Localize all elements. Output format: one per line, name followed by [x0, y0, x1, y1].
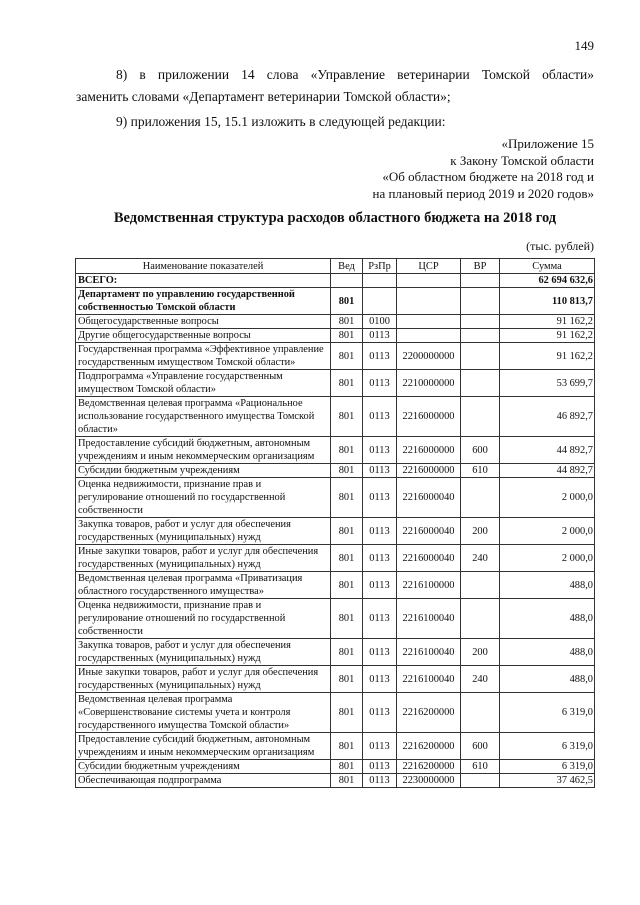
table-row [76, 370, 595, 397]
table-row [76, 666, 595, 693]
cell-ved: 801 [331, 545, 363, 572]
cell-csr: 2216000040 [397, 478, 461, 518]
cell-name: Субсидии бюджетным учреждениям [76, 464, 331, 478]
cell-vr: 610 [461, 760, 500, 774]
cell-vr [461, 572, 500, 599]
cell-vr [461, 329, 500, 343]
cell-vr: 600 [461, 733, 500, 760]
header-vr: ВР [461, 259, 500, 274]
cell-name: Ведомственная целевая программа «Рациональное использование государственного имущества Томской области» [76, 397, 331, 437]
cell-csr: 2200000000 [397, 343, 461, 370]
cell-rzpr: 0113 [363, 693, 397, 733]
cell-vr [461, 315, 500, 329]
cell-ved: 801 [331, 329, 363, 343]
cell-ved: 801 [331, 572, 363, 599]
cell-rzpr: 0113 [363, 760, 397, 774]
cell-ved: 801 [331, 693, 363, 733]
cell-csr [397, 288, 461, 315]
cell-sum: 488,0 [500, 639, 595, 666]
cell-name: Ведомственная целевая программа «Совершенствование системы учета и контроля государственного имущества Томской области» [76, 693, 331, 733]
table-row [76, 329, 595, 343]
cell-sum: 91 162,2 [500, 329, 595, 343]
table-row [76, 774, 595, 788]
cell-rzpr: 0113 [363, 343, 397, 370]
cell-name: Обеспечивающая подпрограмма [76, 774, 331, 788]
table-row [76, 437, 595, 464]
cell-csr: 2216100040 [397, 666, 461, 693]
cell-name: Подпрограмма «Управление государственным имуществом Томской области» [76, 370, 331, 397]
cell-sum: 53 699,7 [500, 370, 595, 397]
cell-vr: 610 [461, 464, 500, 478]
cell-rzpr: 0113 [363, 733, 397, 760]
cell-sum: 110 813,7 [500, 288, 595, 315]
cell-csr: 2216200000 [397, 760, 461, 774]
cell-rzpr: 0113 [363, 599, 397, 639]
cell-rzpr: 0113 [363, 464, 397, 478]
cell-sum: 6 319,0 [500, 760, 595, 774]
cell-vr [461, 693, 500, 733]
cell-rzpr: 0113 [363, 370, 397, 397]
header-ved: Вед [331, 259, 363, 274]
cell-sum: 488,0 [500, 599, 595, 639]
table-row [76, 545, 595, 572]
cell-ved: 801 [331, 464, 363, 478]
cell-csr [397, 329, 461, 343]
cell-csr: 2216100040 [397, 639, 461, 666]
cell-vr [461, 343, 500, 370]
cell-csr: 2216000000 [397, 437, 461, 464]
cell-sum: 2 000,0 [500, 478, 595, 518]
table-row [76, 572, 595, 599]
appendix-header [373, 136, 595, 202]
cell-csr: 2210000000 [397, 370, 461, 397]
cell-csr: 2216200000 [397, 733, 461, 760]
cell-name: Оценка недвижимости, признание прав и регулирование отношений по государственной собственности [76, 478, 331, 518]
cell-sum: 6 319,0 [500, 733, 595, 760]
cell-name: Оценка недвижимости, признание прав и регулирование отношений по государственной собственности [76, 599, 331, 639]
header-sum: Сумма [500, 259, 595, 274]
cell-name: Иные закупки товаров, работ и услуг для обеспечения государственных (муниципальных) нужд [76, 545, 331, 572]
cell-sum: 91 162,2 [500, 315, 595, 329]
cell-ved: 801 [331, 478, 363, 518]
cell-name: Другие общегосударственные вопросы [76, 329, 331, 343]
cell-sum: 46 892,7 [500, 397, 595, 437]
cell-csr: 2216000040 [397, 545, 461, 572]
cell-name: Департамент по управлению государственной собственностью Томской области [76, 288, 331, 315]
cell-sum: 37 462,5 [500, 774, 595, 788]
cell-vr [461, 599, 500, 639]
cell-name: Закупка товаров, работ и услуг для обеспечения государственных (муниципальных) нужд [76, 639, 331, 666]
page-number: 149 [574, 38, 594, 53]
cell-csr: 2216100000 [397, 572, 461, 599]
table-row [76, 760, 595, 774]
table-row [76, 639, 595, 666]
cell-rzpr: 0113 [363, 666, 397, 693]
cell-vr [461, 774, 500, 788]
cell-ved: 801 [331, 666, 363, 693]
cell-rzpr: 0113 [363, 774, 397, 788]
table-row [76, 599, 595, 639]
cell-vr [461, 478, 500, 518]
cell-rzpr: 0113 [363, 545, 397, 572]
cell-vr [461, 370, 500, 397]
table-title: Ведомственная структура расходов областного бюджета на 2018 год [113, 210, 557, 226]
cell-rzpr: 0113 [363, 518, 397, 545]
cell-name: Субсидии бюджетным учреждениям [76, 760, 331, 774]
cell-rzpr: 0113 [363, 329, 397, 343]
cell-sum: 488,0 [500, 666, 595, 693]
cell-name: Предоставление субсидий бюджетным, автономным учреждениям и иным некоммерческим организациям [76, 733, 331, 760]
cell-name: ВСЕГО: [76, 274, 331, 288]
table-row [76, 288, 595, 315]
table-row [76, 733, 595, 760]
cell-sum: 91 162,2 [500, 343, 595, 370]
cell-vr: 240 [461, 666, 500, 693]
cell-name: Иные закупки товаров, работ и услуг для обеспечения государственных (муниципальных) нужд [76, 666, 331, 693]
appendix-line: «Приложение 15 [501, 136, 594, 151]
cell-ved: 801 [331, 288, 363, 315]
appendix-line: «Об областном бюджете на 2018 год и [382, 169, 594, 184]
cell-csr [397, 315, 461, 329]
cell-rzpr: 0113 [363, 572, 397, 599]
cell-name: Закупка товаров, работ и услуг для обеспечения государственных (муниципальных) нужд [76, 518, 331, 545]
cell-ved: 801 [331, 437, 363, 464]
cell-ved: 801 [331, 599, 363, 639]
cell-rzpr: 0113 [363, 639, 397, 666]
paragraph-item-8: 8) в приложении 14 слова «Управление ветеринарии Томской области» [116, 67, 594, 82]
table-row [76, 478, 595, 518]
cell-sum: 2 000,0 [500, 545, 595, 572]
cell-ved: 801 [331, 315, 363, 329]
cell-csr: 2216000000 [397, 464, 461, 478]
cell-csr [397, 274, 461, 288]
cell-csr: 2216000000 [397, 397, 461, 437]
cell-vr [461, 397, 500, 437]
appendix-line: к Закону Томской области [450, 152, 594, 168]
cell-ved: 801 [331, 733, 363, 760]
cell-rzpr: 0113 [363, 397, 397, 437]
header-csr: ЦСР [397, 259, 461, 274]
cell-rzpr [363, 274, 397, 288]
cell-rzpr: 0113 [363, 437, 397, 464]
cell-name: Общегосударственные вопросы [76, 315, 331, 329]
cell-sum: 62 694 632,6 [500, 274, 595, 288]
table-row [76, 274, 595, 288]
appendix-line: на плановый период 2019 и 2020 годов» [372, 185, 594, 201]
cell-name: Предоставление субсидий бюджетным, автономным учреждениям и иным некоммерческим организациям [76, 437, 331, 464]
cell-vr: 200 [461, 518, 500, 545]
table-header-row [76, 259, 595, 274]
cell-rzpr: 0100 [363, 315, 397, 329]
cell-sum: 44 892,7 [500, 464, 595, 478]
cell-ved: 801 [331, 370, 363, 397]
budget-table [75, 258, 595, 788]
table-row [76, 397, 595, 437]
cell-sum: 488,0 [500, 572, 595, 599]
cell-ved: 801 [331, 397, 363, 437]
cell-csr: 2216000040 [397, 518, 461, 545]
cell-csr: 2216100040 [397, 599, 461, 639]
cell-csr: 2216200000 [397, 693, 461, 733]
cell-csr: 2230000000 [397, 774, 461, 788]
table-row [76, 693, 595, 733]
cell-sum: 44 892,7 [500, 437, 595, 464]
cell-ved [331, 274, 363, 288]
cell-sum: 2 000,0 [500, 518, 595, 545]
cell-ved: 801 [331, 343, 363, 370]
units-label: (тыс. рублей) [526, 239, 594, 253]
cell-vr: 600 [461, 437, 500, 464]
table-row [76, 464, 595, 478]
paragraph-item-9: 9) приложения 15, 15.1 изложить в следующей редакции: [116, 114, 446, 129]
cell-name: Ведомственная целевая программа «Приватизация областного государственного имущества» [76, 572, 331, 599]
cell-sum: 6 319,0 [500, 693, 595, 733]
cell-vr: 240 [461, 545, 500, 572]
cell-vr: 200 [461, 639, 500, 666]
cell-ved: 801 [331, 639, 363, 666]
cell-rzpr [363, 288, 397, 315]
table-row [76, 315, 595, 329]
cell-vr [461, 288, 500, 315]
cell-vr [461, 274, 500, 288]
cell-rzpr: 0113 [363, 478, 397, 518]
cell-ved: 801 [331, 518, 363, 545]
paragraph-item-8-continued: заменить словами «Департамент ветеринарии Томской области»; [76, 89, 451, 104]
header-name: Наименование показателей [76, 259, 331, 274]
cell-ved: 801 [331, 774, 363, 788]
header-rzpr: РзПр [363, 259, 397, 274]
table-row [76, 518, 595, 545]
cell-ved: 801 [331, 760, 363, 774]
table-row [76, 343, 595, 370]
cell-name: Государственная программа «Эффективное управление государственным имуществом Томской области» [76, 343, 331, 370]
